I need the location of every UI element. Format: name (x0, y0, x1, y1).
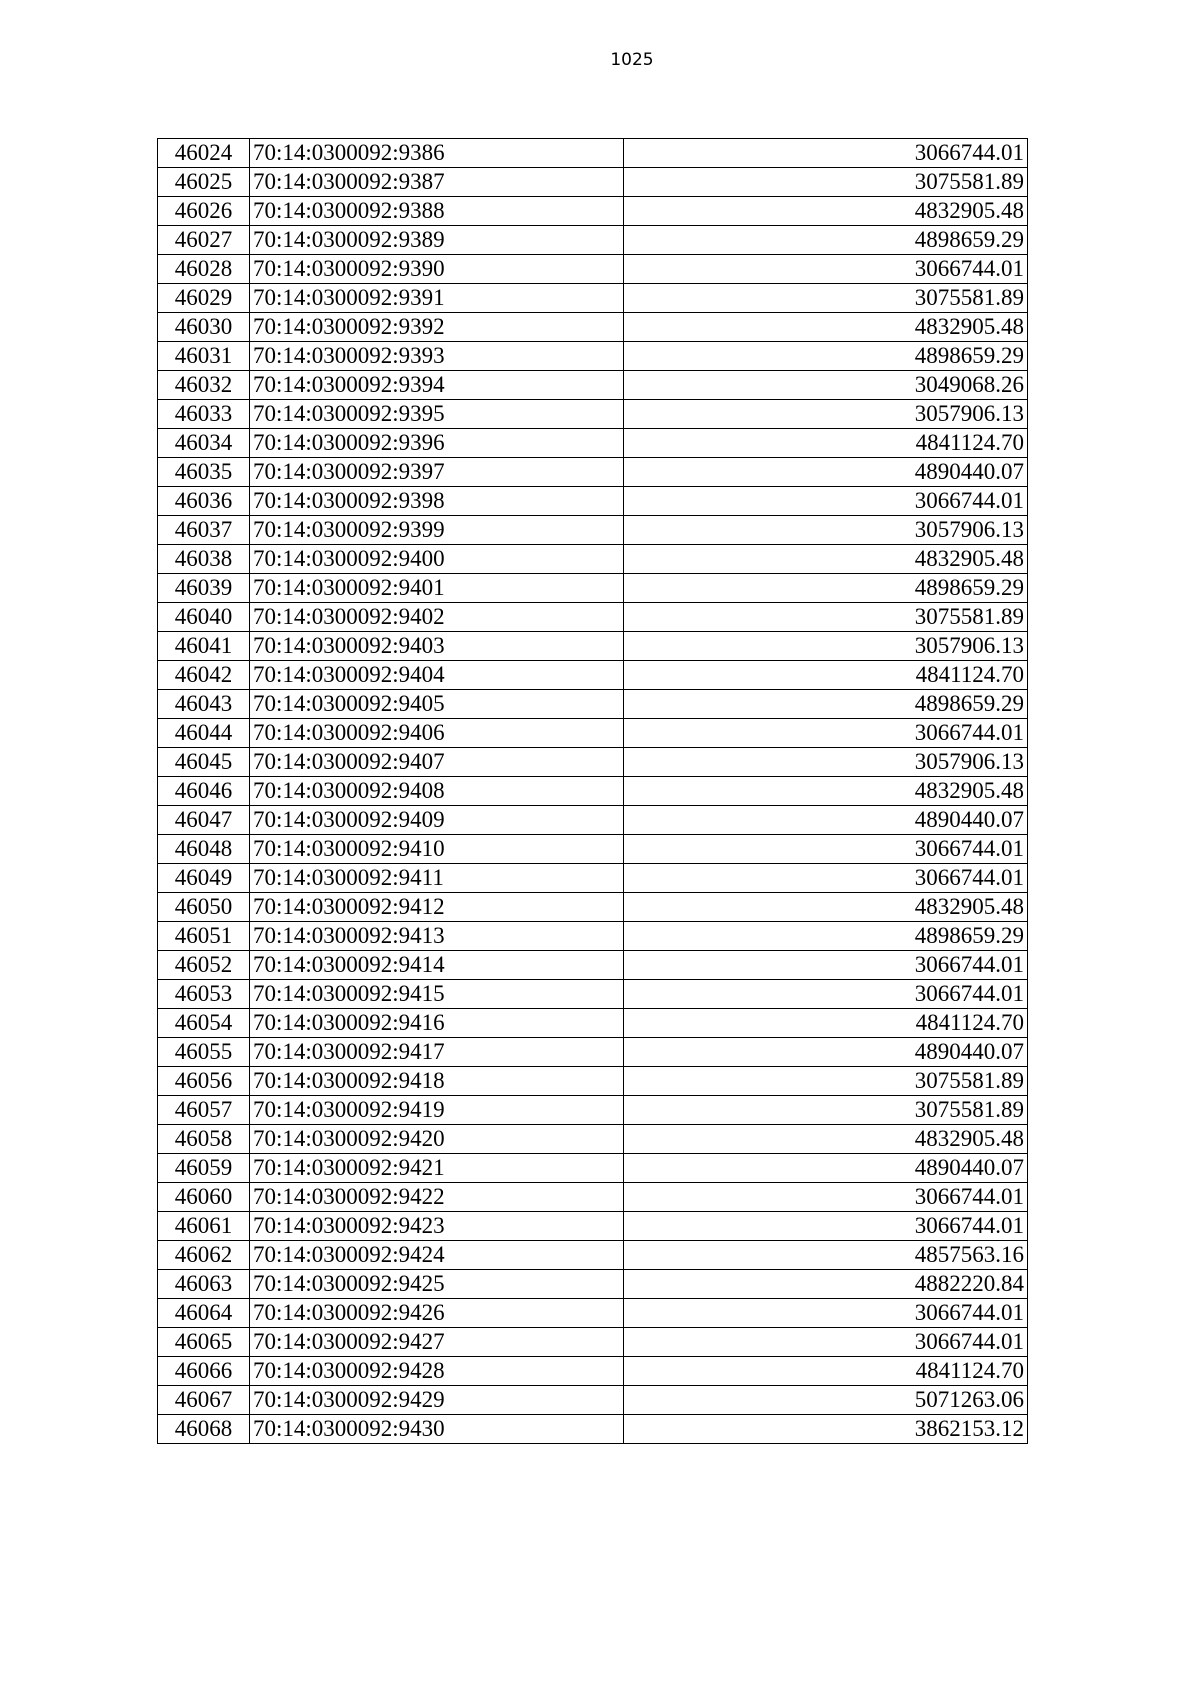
cadastral-number-cell: 70:14:0300092:9398 (250, 487, 624, 516)
table-row (158, 284, 1028, 313)
row-number-cell: 46041 (158, 632, 250, 661)
row-number-cell: 46033 (158, 400, 250, 429)
cadastral-value-cell: 3057906.13 (624, 632, 1028, 661)
cadastral-value-cell: 4898659.29 (624, 922, 1028, 951)
cadastral-value-cell: 4890440.07 (624, 458, 1028, 487)
cadastral-value-cell: 4841124.70 (624, 429, 1028, 458)
row-number-cell: 46052 (158, 951, 250, 980)
cadastral-value-cell: 3066744.01 (624, 864, 1028, 893)
row-number-cell: 46061 (158, 1212, 250, 1241)
table-row (158, 864, 1028, 893)
cadastral-number-cell: 70:14:0300092:9424 (250, 1241, 624, 1270)
cadastral-number-cell: 70:14:0300092:9409 (250, 806, 624, 835)
cadastral-number-cell: 70:14:0300092:9430 (250, 1415, 624, 1444)
cadastral-number-cell: 70:14:0300092:9417 (250, 1038, 624, 1067)
row-number-cell: 46066 (158, 1357, 250, 1386)
cadastral-value-cell: 4832905.48 (624, 1125, 1028, 1154)
cadastral-number-cell: 70:14:0300092:9397 (250, 458, 624, 487)
row-number-cell: 46028 (158, 255, 250, 284)
row-number-cell: 46032 (158, 371, 250, 400)
cadastral-number-cell: 70:14:0300092:9402 (250, 603, 624, 632)
cadastral-number-cell: 70:14:0300092:9428 (250, 1357, 624, 1386)
row-number-cell: 46048 (158, 835, 250, 864)
cadastral-number-cell: 70:14:0300092:9421 (250, 1154, 624, 1183)
cadastral-value-cell: 4832905.48 (624, 777, 1028, 806)
table-row (158, 1183, 1028, 1212)
row-number-cell: 46067 (158, 1386, 250, 1415)
cadastral-number-cell: 70:14:0300092:9391 (250, 284, 624, 313)
cadastral-value-cell: 4882220.84 (624, 1270, 1028, 1299)
row-number-cell: 46030 (158, 313, 250, 342)
table-row (158, 748, 1028, 777)
row-number-cell: 46026 (158, 197, 250, 226)
cadastral-value-cell: 3075581.89 (624, 168, 1028, 197)
cadastral-number-cell: 70:14:0300092:9426 (250, 1299, 624, 1328)
table-row (158, 922, 1028, 951)
row-number-cell: 46060 (158, 1183, 250, 1212)
row-number-cell: 46038 (158, 545, 250, 574)
cadastral-value-cell: 3066744.01 (624, 1183, 1028, 1212)
cadastral-value-cell: 4898659.29 (624, 226, 1028, 255)
cadastral-number-cell: 70:14:0300092:9399 (250, 516, 624, 545)
cadastral-value-cell: 4890440.07 (624, 806, 1028, 835)
row-number-cell: 46035 (158, 458, 250, 487)
table-row (158, 1386, 1028, 1415)
table-row (158, 1270, 1028, 1299)
table-row (158, 168, 1028, 197)
cadastral-number-cell: 70:14:0300092:9415 (250, 980, 624, 1009)
cadastral-value-cell: 3066744.01 (624, 1212, 1028, 1241)
row-number-cell: 46029 (158, 284, 250, 313)
cadastral-value-cell: 4841124.70 (624, 661, 1028, 690)
row-number-cell: 46051 (158, 922, 250, 951)
cadastral-number-cell: 70:14:0300092:9420 (250, 1125, 624, 1154)
table-row (158, 1241, 1028, 1270)
table-row (158, 458, 1028, 487)
cadastral-value-cell: 3066744.01 (624, 255, 1028, 284)
cadastral-value-cell: 3075581.89 (624, 284, 1028, 313)
cadastral-value-cell: 3066744.01 (624, 139, 1028, 168)
cadastral-value-cell: 3057906.13 (624, 516, 1028, 545)
row-number-cell: 46065 (158, 1328, 250, 1357)
table-row (158, 777, 1028, 806)
table-row (158, 197, 1028, 226)
table-row (158, 1154, 1028, 1183)
cadastral-number-cell: 70:14:0300092:9425 (250, 1270, 624, 1299)
cadastral-value-cell: 3066744.01 (624, 835, 1028, 864)
row-number-cell: 46046 (158, 777, 250, 806)
table-row (158, 255, 1028, 284)
cadastral-number-cell: 70:14:0300092:9403 (250, 632, 624, 661)
cadastral-value-cell: 4841124.70 (624, 1009, 1028, 1038)
page-number: 1025 (610, 50, 654, 70)
row-number-cell: 46024 (158, 139, 250, 168)
table-row (158, 980, 1028, 1009)
cadastral-value-cell: 4832905.48 (624, 313, 1028, 342)
cadastral-value-cell: 4832905.48 (624, 545, 1028, 574)
cadastral-value-cell: 3066744.01 (624, 1299, 1028, 1328)
table-row (158, 690, 1028, 719)
table-row (158, 719, 1028, 748)
row-number-cell: 46063 (158, 1270, 250, 1299)
cadastral-number-cell: 70:14:0300092:9422 (250, 1183, 624, 1212)
cadastral-number-cell: 70:14:0300092:9407 (250, 748, 624, 777)
table-row (158, 1212, 1028, 1241)
cadastral-number-cell: 70:14:0300092:9418 (250, 1067, 624, 1096)
table-row (158, 1096, 1028, 1125)
table-row (158, 835, 1028, 864)
cadastral-number-cell: 70:14:0300092:9410 (250, 835, 624, 864)
cadastral-value-cell: 3057906.13 (624, 748, 1028, 777)
cadastral-number-cell: 70:14:0300092:9419 (250, 1096, 624, 1125)
row-number-cell: 46050 (158, 893, 250, 922)
row-number-cell: 46034 (158, 429, 250, 458)
cadastral-number-cell: 70:14:0300092:9386 (250, 139, 624, 168)
table-row (158, 429, 1028, 458)
cadastral-value-cell: 3075581.89 (624, 603, 1028, 632)
cadastral-number-cell: 70:14:0300092:9388 (250, 197, 624, 226)
row-number-cell: 46047 (158, 806, 250, 835)
row-number-cell: 46057 (158, 1096, 250, 1125)
cadastral-value-cell: 3075581.89 (624, 1096, 1028, 1125)
cadastral-value-cell: 4890440.07 (624, 1038, 1028, 1067)
cadastral-value-cell: 3066744.01 (624, 980, 1028, 1009)
row-number-cell: 46059 (158, 1154, 250, 1183)
row-number-cell: 46054 (158, 1009, 250, 1038)
row-number-cell: 46037 (158, 516, 250, 545)
cadastral-number-cell: 70:14:0300092:9404 (250, 661, 624, 690)
table-row (158, 1067, 1028, 1096)
row-number-cell: 46043 (158, 690, 250, 719)
row-number-cell: 46056 (158, 1067, 250, 1096)
cadastral-value-cell: 4857563.16 (624, 1241, 1028, 1270)
table-row (158, 632, 1028, 661)
cadastral-number-cell: 70:14:0300092:9396 (250, 429, 624, 458)
table-row (158, 806, 1028, 835)
cadastral-number-cell: 70:14:0300092:9394 (250, 371, 624, 400)
row-number-cell: 46045 (158, 748, 250, 777)
cadastral-value-cell: 4898659.29 (624, 342, 1028, 371)
table-row (158, 313, 1028, 342)
table-row (158, 574, 1028, 603)
cadastral-value-cell: 4898659.29 (624, 690, 1028, 719)
table-row (158, 371, 1028, 400)
cadastral-number-cell: 70:14:0300092:9413 (250, 922, 624, 951)
row-number-cell: 46064 (158, 1299, 250, 1328)
cadastral-value-cell: 3066744.01 (624, 951, 1028, 980)
table-row (158, 1415, 1028, 1444)
table-row (158, 1125, 1028, 1154)
cadastral-value-cell: 4832905.48 (624, 893, 1028, 922)
cadastral-number-cell: 70:14:0300092:9401 (250, 574, 624, 603)
row-number-cell: 46053 (158, 980, 250, 1009)
cadastral-number-cell: 70:14:0300092:9395 (250, 400, 624, 429)
row-number-cell: 46040 (158, 603, 250, 632)
row-number-cell: 46042 (158, 661, 250, 690)
table-row (158, 342, 1028, 371)
row-number-cell: 46055 (158, 1038, 250, 1067)
table-body (158, 139, 1028, 1444)
cadastral-number-cell: 70:14:0300092:9423 (250, 1212, 624, 1241)
row-number-cell: 46058 (158, 1125, 250, 1154)
cadastral-number-cell: 70:14:0300092:9414 (250, 951, 624, 980)
cadastral-value-cell: 4841124.70 (624, 1357, 1028, 1386)
cadastral-value-cell: 4890440.07 (624, 1154, 1028, 1183)
row-number-cell: 46039 (158, 574, 250, 603)
cadastral-value-cell: 3057906.13 (624, 400, 1028, 429)
cadastral-value-table (157, 138, 1028, 1444)
table-row (158, 516, 1028, 545)
cadastral-value-cell: 3066744.01 (624, 719, 1028, 748)
row-number-cell: 46027 (158, 226, 250, 255)
cadastral-value-cell: 3066744.01 (624, 487, 1028, 516)
table-row (158, 545, 1028, 574)
row-number-cell: 46049 (158, 864, 250, 893)
row-number-cell: 46068 (158, 1415, 250, 1444)
cadastral-number-cell: 70:14:0300092:9412 (250, 893, 624, 922)
cadastral-number-cell: 70:14:0300092:9400 (250, 545, 624, 574)
cadastral-number-cell: 70:14:0300092:9389 (250, 226, 624, 255)
table-row (158, 1357, 1028, 1386)
row-number-cell: 46062 (158, 1241, 250, 1270)
cadastral-value-cell: 5071263.06 (624, 1386, 1028, 1415)
cadastral-value-cell: 3862153.12 (624, 1415, 1028, 1444)
cadastral-value-cell: 4832905.48 (624, 197, 1028, 226)
cadastral-number-cell: 70:14:0300092:9390 (250, 255, 624, 284)
table-row (158, 1328, 1028, 1357)
cadastral-value-cell: 4898659.29 (624, 574, 1028, 603)
table-row (158, 400, 1028, 429)
table-row (158, 139, 1028, 168)
cadastral-number-cell: 70:14:0300092:9416 (250, 1009, 624, 1038)
cadastral-value-cell: 3049068.26 (624, 371, 1028, 400)
cadastral-number-cell: 70:14:0300092:9429 (250, 1386, 624, 1415)
table-row (158, 1299, 1028, 1328)
cadastral-number-cell: 70:14:0300092:9405 (250, 690, 624, 719)
row-number-cell: 46044 (158, 719, 250, 748)
cadastral-value-cell: 3075581.89 (624, 1067, 1028, 1096)
cadastral-value-cell: 3066744.01 (624, 1328, 1028, 1357)
row-number-cell: 46025 (158, 168, 250, 197)
cadastral-number-cell: 70:14:0300092:9406 (250, 719, 624, 748)
cadastral-number-cell: 70:14:0300092:9393 (250, 342, 624, 371)
row-number-cell: 46031 (158, 342, 250, 371)
table-row (158, 951, 1028, 980)
cadastral-number-cell: 70:14:0300092:9387 (250, 168, 624, 197)
table-row (158, 893, 1028, 922)
table-row (158, 603, 1028, 632)
table-row (158, 661, 1028, 690)
table-row (158, 226, 1028, 255)
table-row (158, 1009, 1028, 1038)
cadastral-number-cell: 70:14:0300092:9411 (250, 864, 624, 893)
cadastral-number-cell: 70:14:0300092:9392 (250, 313, 624, 342)
cadastral-number-cell: 70:14:0300092:9408 (250, 777, 624, 806)
cadastral-number-cell: 70:14:0300092:9427 (250, 1328, 624, 1357)
table-row (158, 1038, 1028, 1067)
table-row (158, 487, 1028, 516)
row-number-cell: 46036 (158, 487, 250, 516)
